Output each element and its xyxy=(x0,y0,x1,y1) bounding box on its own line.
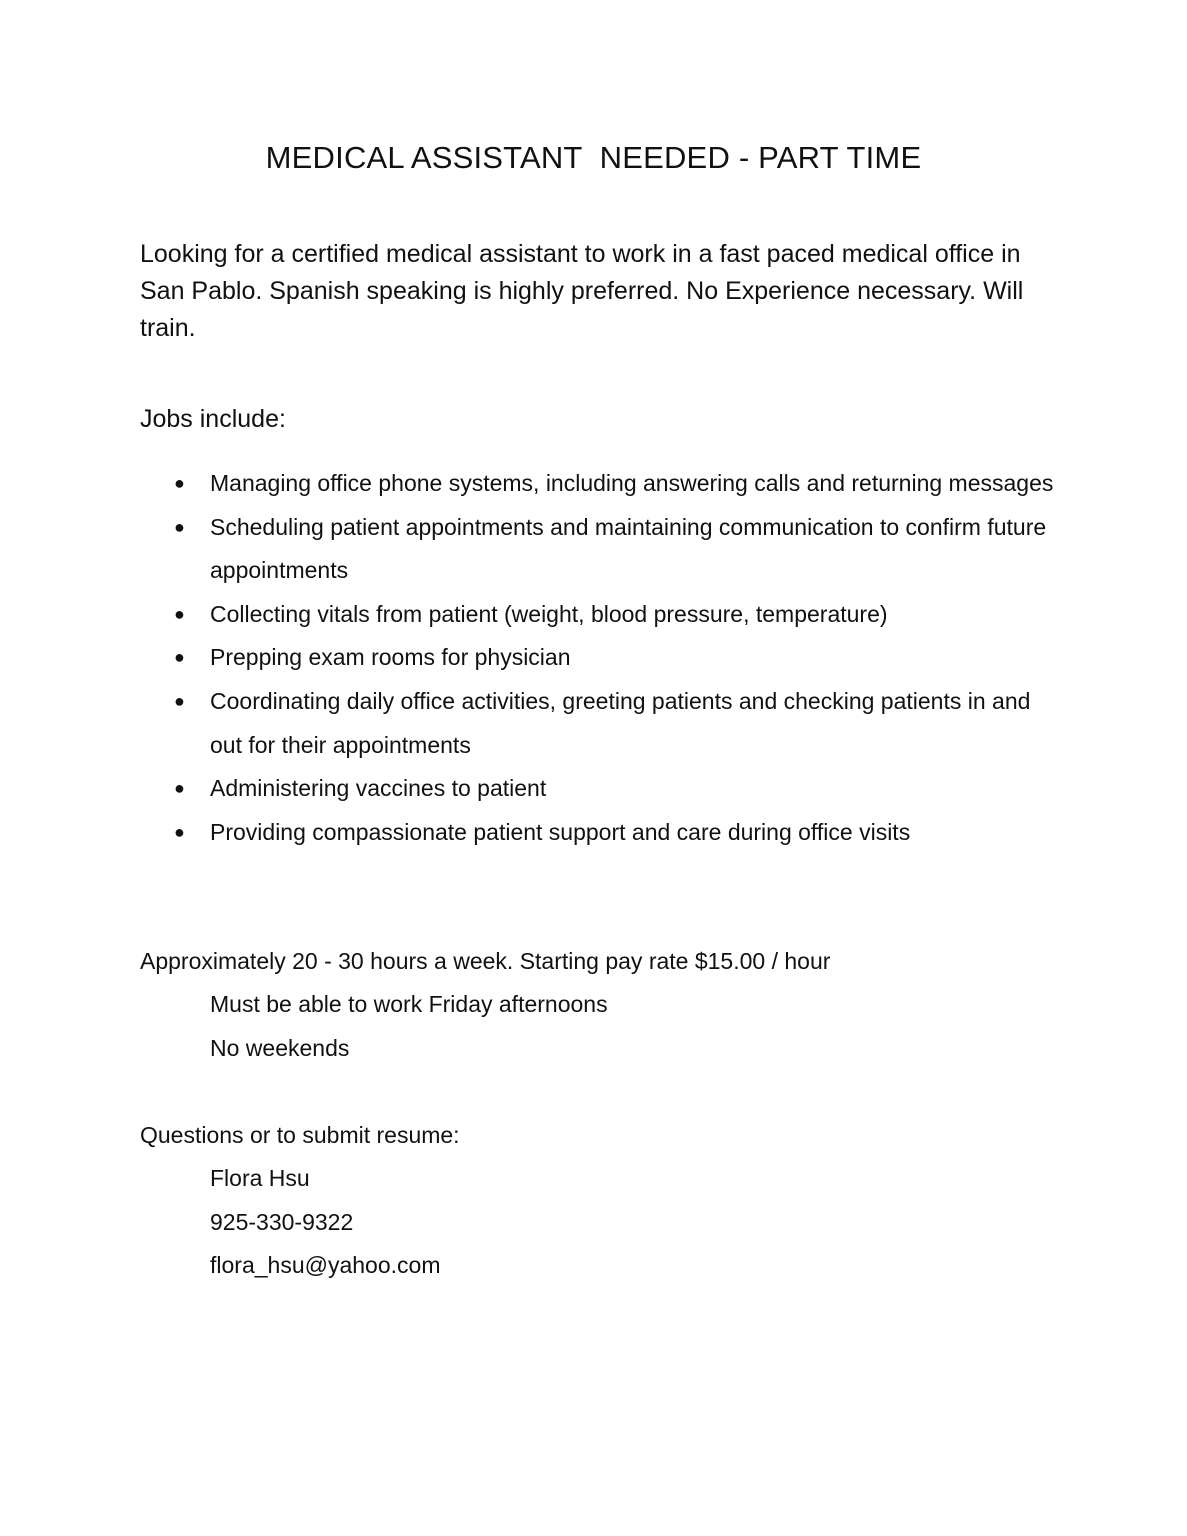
list-item xyxy=(140,680,1060,767)
bullet-icon: ● xyxy=(174,690,185,711)
job-text: Prepping exam rooms for physician xyxy=(210,644,571,671)
list-item xyxy=(140,636,1060,680)
list-item xyxy=(140,811,1060,855)
requirement-weekends: No weekends xyxy=(210,1035,350,1061)
job-text: Administering vaccines to patient xyxy=(210,775,547,802)
job-text: Coordinating daily office activities, greeting patients and checking patients in and out for their appointments xyxy=(210,687,1031,758)
hours-pay-line: Approximately 20 - 30 hours a week. Starting pay rate $15.00 / hour xyxy=(140,948,831,974)
job-text: Scheduling patient appointments and maintaining communication to confirm future appointments xyxy=(210,513,1047,584)
bullet-icon: ● xyxy=(174,516,185,537)
contact-heading: Questions or to submit resume: xyxy=(140,1122,460,1148)
job-text: Managing office phone systems, including answering calls and returning messages xyxy=(210,470,1054,496)
bullet-icon: ● xyxy=(174,647,185,668)
list-item xyxy=(140,593,1060,637)
list-item xyxy=(140,767,1060,811)
contact-phone: 925-330-9322 xyxy=(210,1209,354,1235)
bullet-icon: ● xyxy=(174,473,185,493)
bullet-icon: ● xyxy=(174,603,185,624)
contact-email: flora_hsu@yahoo.com xyxy=(210,1252,441,1278)
jobs-heading: Jobs include: xyxy=(140,405,286,433)
intro-paragraph: Looking for a certified medical assistant to work in a fast paced medical office in San Pablo. Spanish speaking is highly preferred. No Experience necessary. Will train. xyxy=(140,240,1024,342)
list-item xyxy=(140,462,1060,506)
requirement-friday: Must be able to work Friday afternoons xyxy=(210,991,608,1017)
list-item xyxy=(140,506,1060,593)
bullet-icon: ● xyxy=(174,778,185,799)
contact-name: Flora Hsu xyxy=(210,1165,310,1191)
page-title: MEDICAL ASSISTANT NEEDED - PART TIME xyxy=(265,140,922,175)
jobs-list xyxy=(140,462,1060,854)
job-text: Providing compassionate patient support and care during office visits xyxy=(210,818,911,845)
bullet-icon: ● xyxy=(174,821,185,842)
job-text: Collecting vitals from patient (weight, blood pressure, temperature) xyxy=(210,600,888,627)
